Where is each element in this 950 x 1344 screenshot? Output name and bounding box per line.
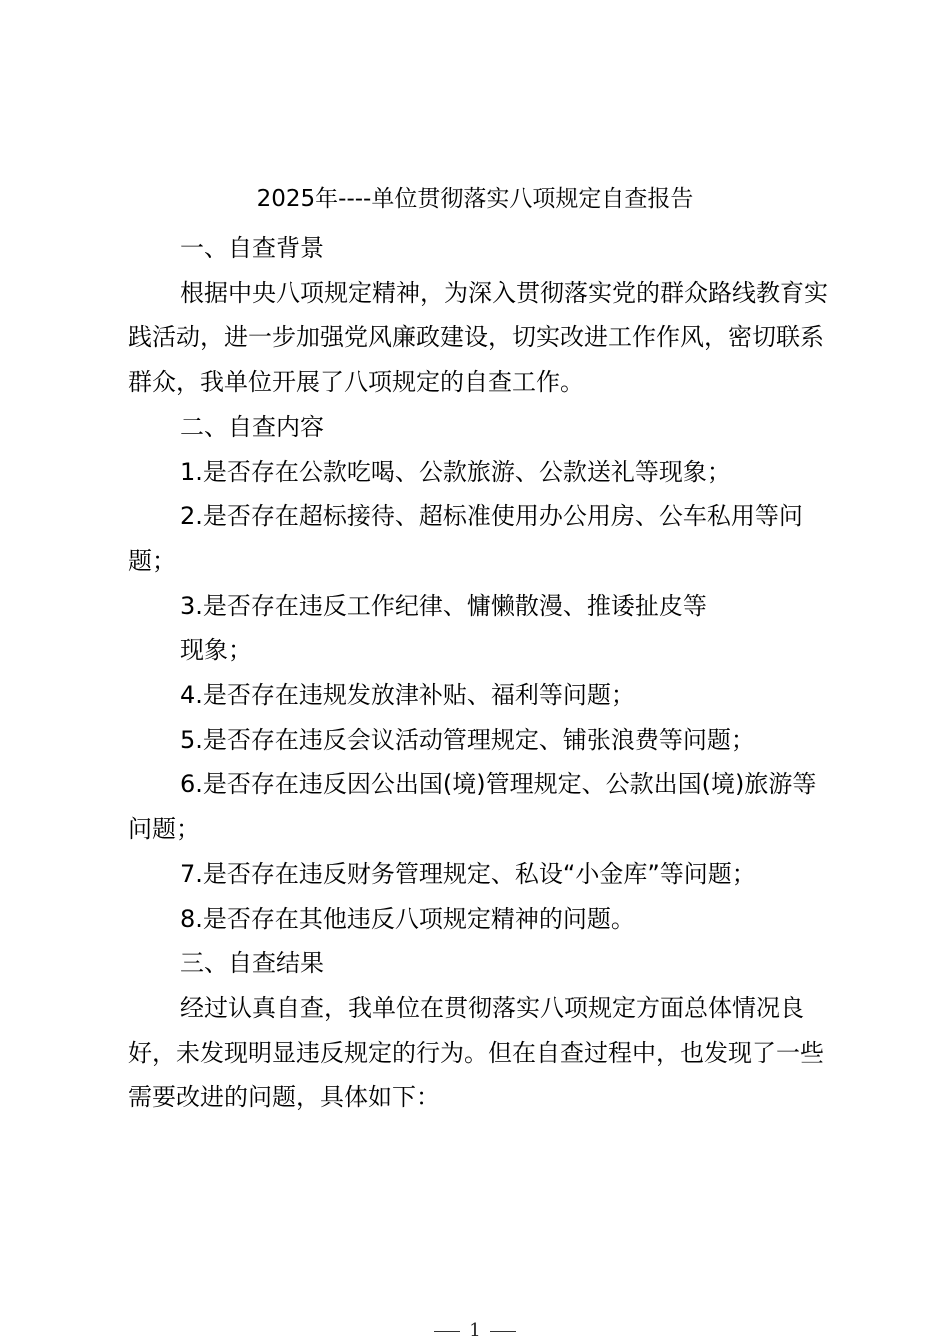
- document-title: 2025年----单位贯彻落实八项规定自查报告: [256, 186, 694, 212]
- check-item-7: 7.是否存在违反财务管理规定、私设“小金库”等问题；: [180, 859, 756, 888]
- check-item-4: 4.是否存在违规发放津补贴、福利等问题；: [180, 681, 635, 710]
- section-heading-content: 二、自查内容: [180, 412, 324, 441]
- section-heading-results: 三、自查结果: [180, 949, 324, 978]
- check-item-2: 2.是否存在超标接待、超标准使用办公用房、公车私用等问题；: [128, 502, 803, 575]
- section-heading-background: 一、自查背景: [180, 234, 324, 262]
- check-item-5: 5.是否存在违反会议活动管理规定、铺张浪费等问题；: [180, 725, 755, 754]
- document-body: [128, 226, 828, 1120]
- section-text-background: 根据中央八项规定精神，为深入贯彻落实党的群众路线教育实践活动，进一步加强党风廉政建设，切实改进工作作风，密切联系群众，我单位开展了八项规定的自查工作。: [128, 278, 828, 397]
- section-text-results: 经过认真自查，我单位在贯彻落实八项规定方面总体情况良好，未发现明显违反规定的行为。但在自查过程中，也发现了一些需要改进的问题，具体如下：: [128, 993, 824, 1112]
- check-item-6: 6.是否存在违反因公出国(境)管理规定、公款出国(境)旅游等问题；: [128, 770, 817, 844]
- check-item-8: 8.是否存在其他违反八项规定精神的问题。: [180, 904, 635, 933]
- footer-dash-left: [434, 1331, 460, 1332]
- page-footer: [0, 1318, 950, 1344]
- check-item-1: 1.是否存在公款吃喝、公款旅游、公款送礼等现象；: [180, 457, 731, 486]
- check-item-3-continuation: 现象；: [180, 636, 252, 665]
- footer-dash-right: [490, 1331, 516, 1332]
- check-item-3: 3.是否存在违反工作纪律、慵懒散漫、推诿扯皮等: [180, 591, 707, 620]
- page-number: 1: [469, 1320, 481, 1341]
